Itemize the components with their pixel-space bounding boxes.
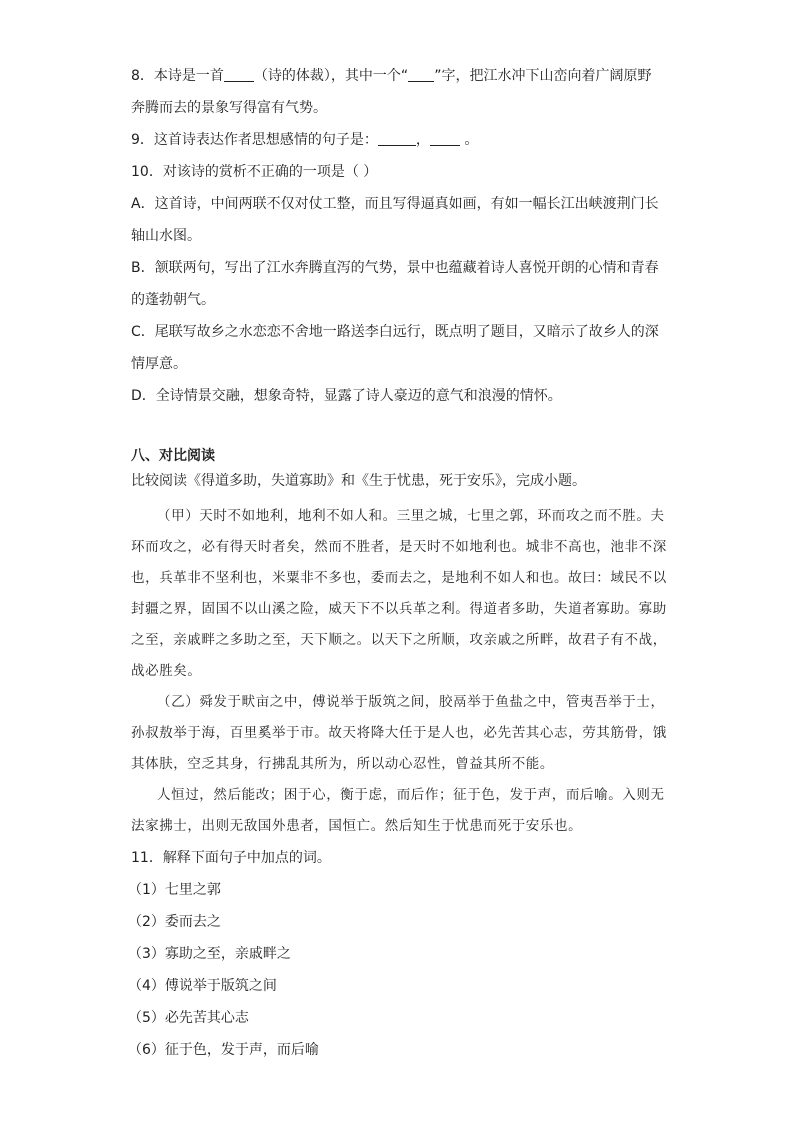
question-8-line-2: 奔腾而去的景象写得富有气势。 — [131, 100, 327, 116]
question-10-stem: 10．对该诗的赏析不正确的一项是（ ） — [131, 164, 378, 180]
q9-text-2: ， — [415, 132, 430, 148]
passage-jia-line-4: 封疆之界，固国不以山溪之险，威天下不以兵革之利。得道者多助，失道者寡助。寡助 — [131, 601, 667, 617]
passage-yi-line-5: 法家拂士，出则无敌国外患者，国恒亡。然后知生于忧患而死于安乐也。 — [131, 818, 583, 834]
q10-option-b-line-2: 的蓬勃朝气。 — [131, 292, 215, 308]
q8-blank-genre[interactable] — [224, 67, 254, 82]
passage-jia-line-6: 战必胜矣。 — [131, 663, 202, 679]
question-9 — [131, 130, 478, 150]
q9-blank-2[interactable] — [430, 131, 460, 146]
q8-text-1: 8．本诗是一首 — [131, 68, 224, 84]
q11-item-4: （4）傅说举于版筑之间 — [128, 978, 277, 994]
passage-yi-line-2: 孙叔敖举于海，百里奚举于市。故天将降大任于是人也，必先苦其心志，劳其筋骨，饿 — [131, 725, 667, 741]
passage-jia-line-2: 环而攻之，必有得天时者矣，然而不胜者，是天时不如地利也。城非不高也，池非不深 — [131, 539, 667, 555]
q9-text-1: 9．这首诗表达作者思想感情的句子是： — [131, 132, 378, 148]
q8-blank-word[interactable] — [408, 67, 434, 82]
q11-item-2: （2）委而去之 — [128, 914, 221, 930]
section-intro: 比较阅读《得道多助，失道寡助》和《生于忧患，死于安乐》，完成小题。 — [131, 473, 586, 489]
q11-item-6: （6）征于色，发于声，而后喻 — [128, 1042, 319, 1058]
passage-jia-line-1: （甲）天时不如地利，地利不如人和。三里之城，七里之郭，环而攻之而不胜。夫 — [157, 508, 665, 524]
passage-jia-line-3: 也，兵革非不坚利也，米粟非不多也，委而去之，是地利不如人和也。故曰：域民不以 — [131, 570, 667, 586]
passage-yi-line-3: 其体肤，空乏其身，行拂乱其所为，所以动心忍性，曾益其所不能。 — [131, 756, 554, 772]
passage-yi-line-4: 人恒过，然后能改；困于心，衡于虑，而后作；征于色，发于声，而后喻。入则无 — [157, 787, 665, 803]
q11-item-1: （1）七里之郭 — [128, 882, 221, 898]
q8-text-2: （诗的体裁），其中一个“ — [253, 68, 409, 84]
q9-blank-1[interactable] — [378, 131, 416, 146]
section-heading: 八、对比阅读 — [131, 448, 215, 464]
passage-jia-line-5: 之至，亲戚畔之多助之至，天下顺之。以天下之所顺，攻亲戚之所畔，故君子有不战， — [131, 632, 667, 648]
q10-option-a-line-2: 轴山水图。 — [131, 228, 201, 244]
passage-yi-line-1: （乙）舜发于畎亩之中，傅说举于版筑之间，胶鬲举于鱼盐之中，管夷吾举于士， — [157, 694, 665, 710]
q8-text-3: ”字，把江水冲下山峦向着广阔原野 — [434, 68, 652, 84]
question-8-line-1 — [131, 66, 651, 86]
question-11-stem: 11．解释下面句子中加点的词。 — [131, 850, 331, 866]
q10-option-c-line-2: 情厚意。 — [131, 356, 187, 372]
q11-item-5: （5）必先苦其心志 — [128, 1010, 249, 1026]
q10-option-b-line-1: B．颔联两句，写出了江水奔腾直泻的气势，景中也蕴藏着诗人喜悦开朗的心情和青春 — [131, 260, 659, 276]
q9-text-3: 。 — [459, 132, 479, 148]
q10-option-a-line-1: A．这首诗，中间两联不仅对仗工整，而且写得逼真如画，有如一幅长江出峡渡荆门长 — [131, 196, 659, 212]
q10-option-c-line-1: C．尾联写故乡之水恋恋不舍地一路送李白远行，既点明了题目，又暗示了故乡人的深 — [131, 324, 659, 340]
q11-item-3: （3）寡助之至，亲戚畔之 — [128, 946, 291, 962]
q10-option-d-line-1: D．全诗情景交融，想象奇特，显露了诗人豪迈的意气和浪漫的情怀。 — [131, 388, 562, 404]
